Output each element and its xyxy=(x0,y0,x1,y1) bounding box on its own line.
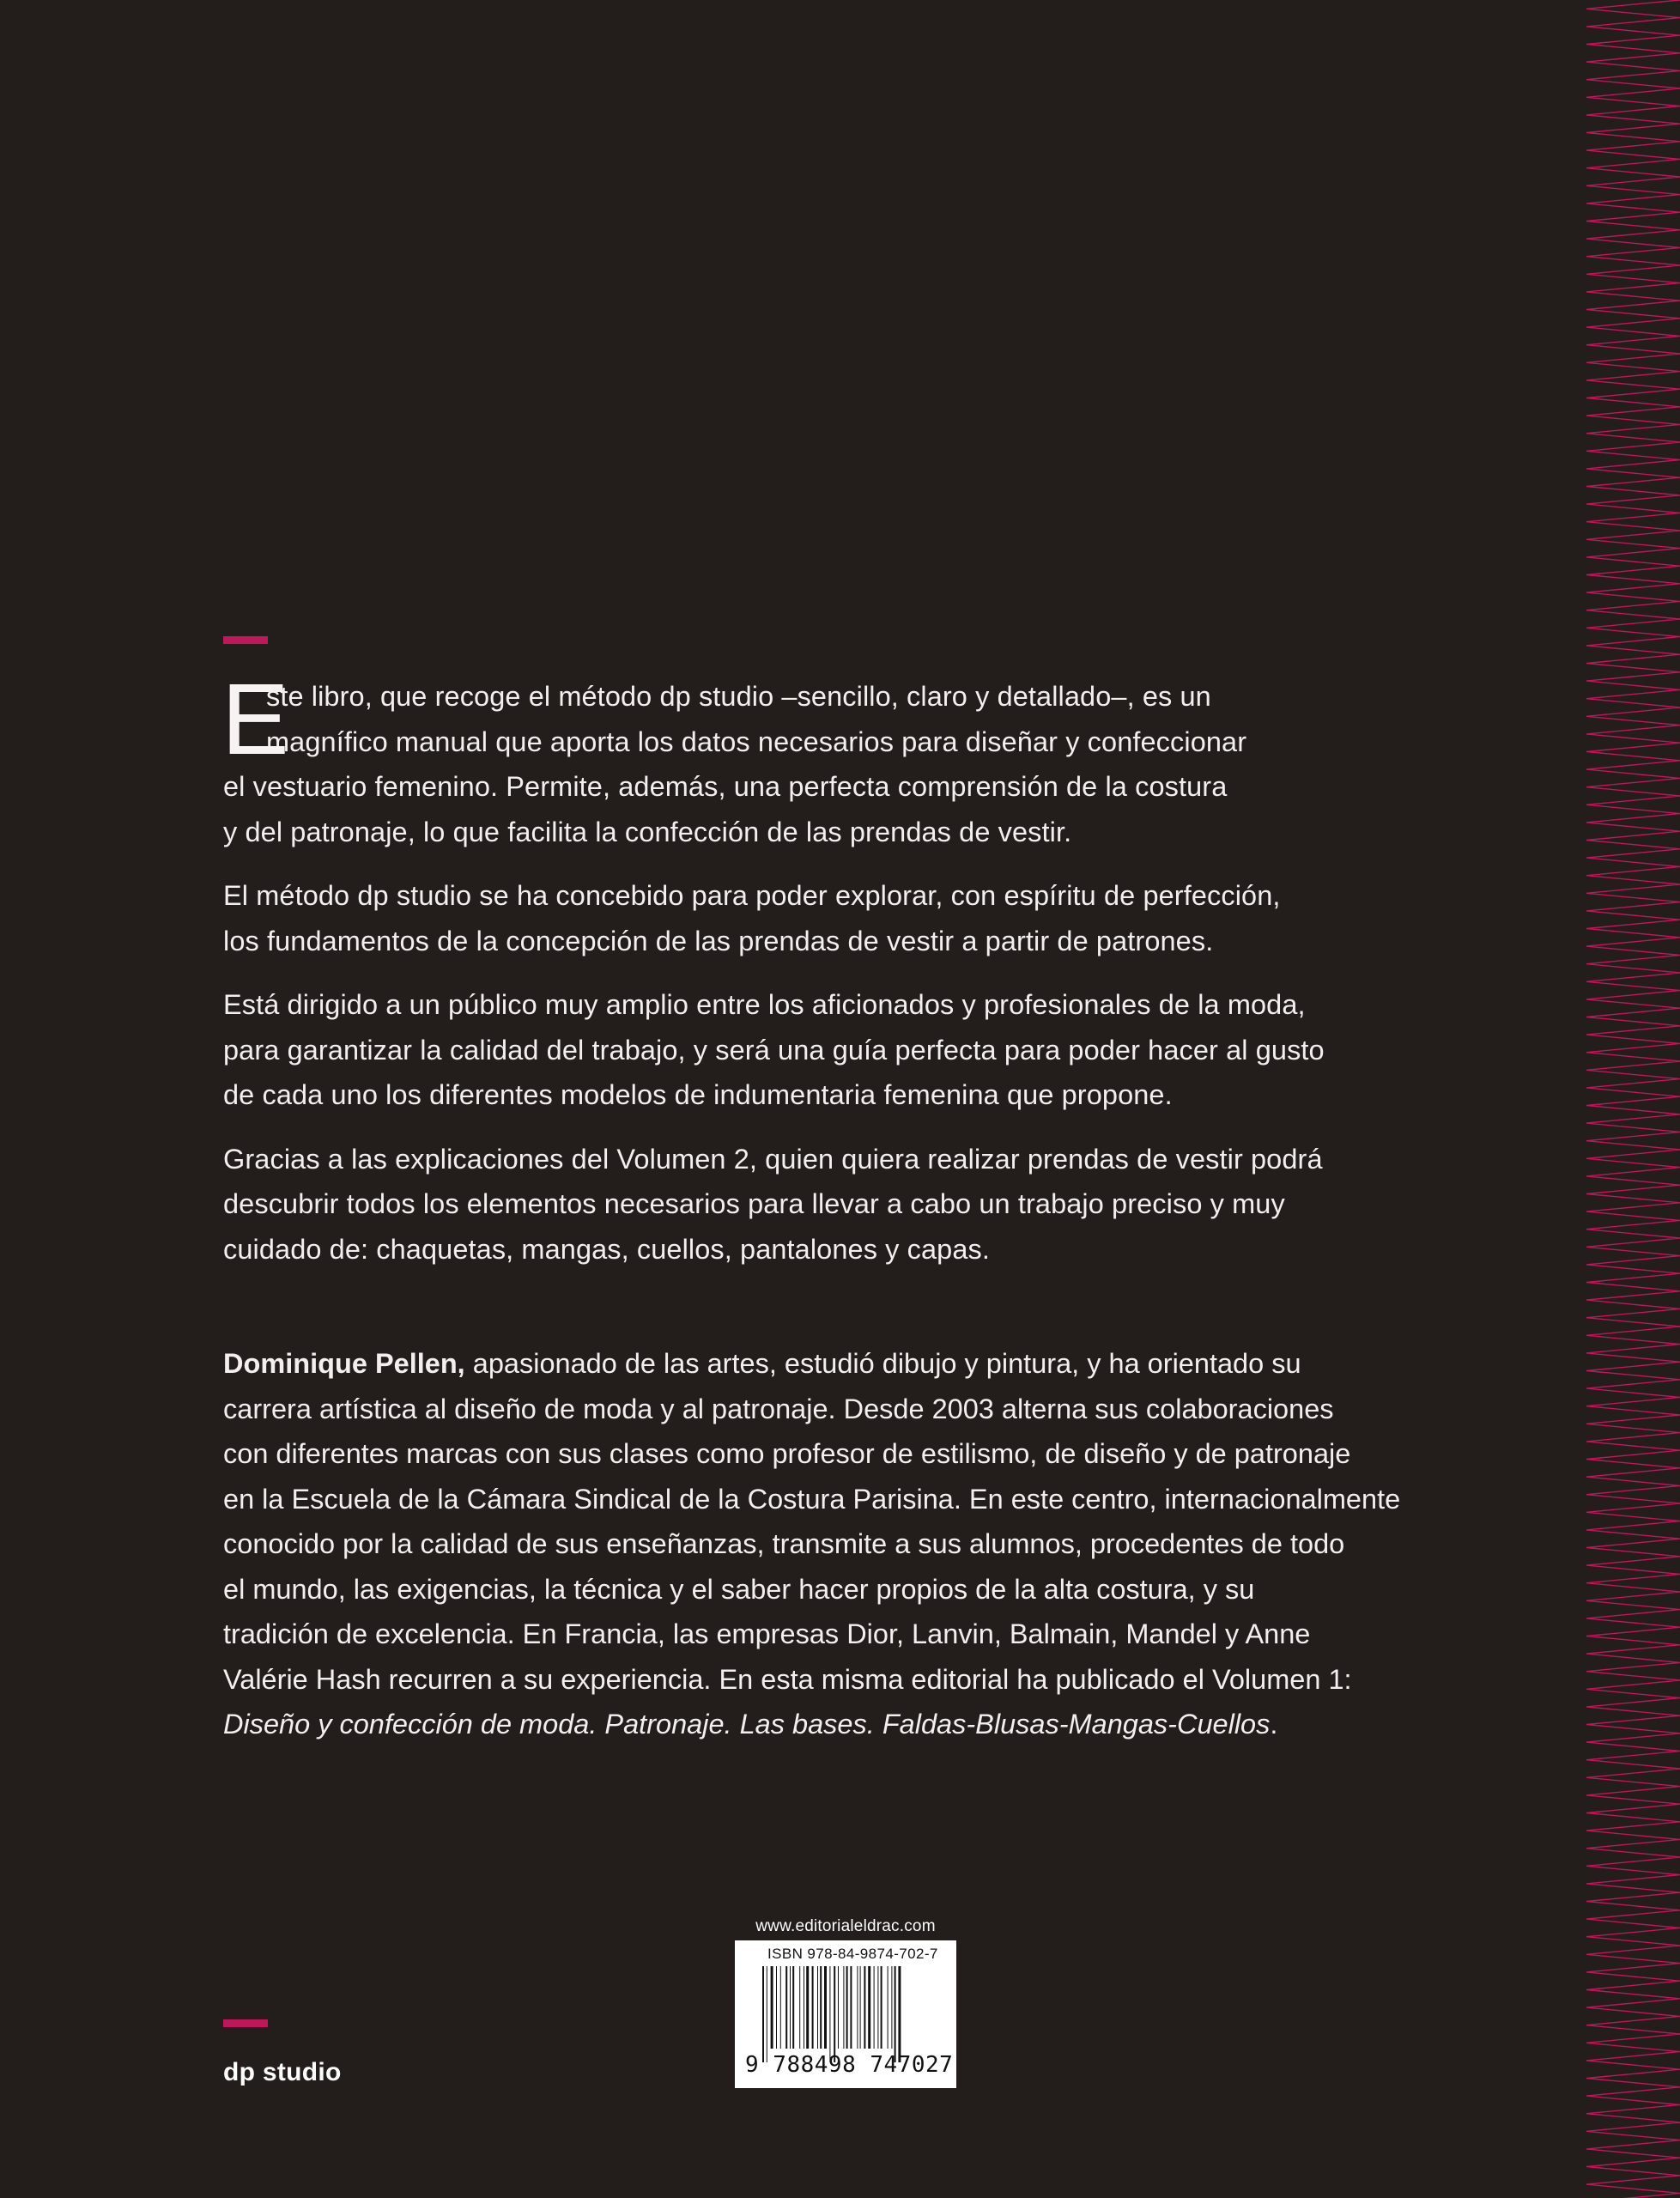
accent-bar-bottom xyxy=(223,2019,268,2027)
zigzag-border-decoration xyxy=(1585,0,1680,2198)
drop-cap: E xyxy=(221,663,289,776)
text-fragment: apasionado de las artes, estudió dibujo y pintura, y ha orientado su xyxy=(464,1348,1301,1379)
publisher-url: www.editorialeldrac.com xyxy=(755,1917,936,1935)
text-line xyxy=(223,1341,1459,1387)
synopsis-paragraph-1 xyxy=(221,663,1459,854)
text-line: para garantizar la calidad del trabajo, y será una guía perfecta para poder hacer al gusto xyxy=(223,1034,1325,1066)
barcode-block xyxy=(735,1916,956,2088)
ean-digits: 9 788498 747027 xyxy=(745,2052,954,2078)
text-line: y del patronaje, lo que facilita la confección de las prendas de vestir. xyxy=(223,816,1072,847)
text-line: ste libro, que recoge el método dp studio –sencillo, claro y detallado–, es un xyxy=(266,681,1211,712)
text-line: conocido por la calidad de sus enseñanzas, transmite a sus alumnos, procedentes de todo xyxy=(223,1528,1345,1559)
text-line: Está dirigido a un público muy amplio entre los aficionados y profesionales de la moda, xyxy=(223,989,1306,1020)
barcode-card xyxy=(735,1940,956,2088)
text-line: con diferentes marcas con sus clases como profesor de estilismo, de diseño y de patronaje xyxy=(223,1438,1351,1469)
accent-bar-top xyxy=(223,636,268,644)
synopsis-paragraph-4 xyxy=(223,1137,1459,1272)
text-line: de cada uno los diferentes modelos de indumentaria femenina que propone. xyxy=(223,1079,1173,1110)
text-line: Valérie Hash recurren a su experiencia. En esta misma editorial ha publicado el Volumen 1: xyxy=(223,1663,1352,1695)
isbn-label: ISBN 978-84-9874-702-7 xyxy=(767,1946,938,1962)
text-line: El método dp studio se ha concebido para poder explorar, con espíritu de perfección, xyxy=(223,880,1281,911)
text-line xyxy=(223,1702,1459,1747)
text-line: el vestuario femenino. Permite, además, una perfecta comprensión de la costura xyxy=(223,771,1228,802)
text-line: tradición de excelencia. En Francia, las empresas Dior, Lanvin, Balmain, Mandel y Anne xyxy=(223,1618,1311,1649)
book-title: Diseño y confección de moda. Patronaje. Las bases. Faldas-Blusas-Mangas-Cuellos xyxy=(223,1709,1271,1740)
text-line: en la Escuela de la Cámara Sindical de la Costura Parisina. En este centro, internacionalmente xyxy=(223,1483,1401,1515)
synopsis-paragraph-2 xyxy=(223,873,1459,963)
text-line: descubrir todos los elementos necesarios para llevar a cabo un trabajo preciso y muy xyxy=(223,1188,1285,1219)
synopsis-paragraph-3 xyxy=(223,982,1459,1118)
synopsis xyxy=(221,663,1459,1290)
text-line: los fundamentos de la concepción de las prendas de vestir a partir de patrones. xyxy=(223,925,1214,956)
text-line: carrera artística al diseño de moda y al patronaje. Desde 2003 alterna sus colaboraciones xyxy=(223,1393,1334,1424)
author-name: Dominique Pellen, xyxy=(223,1348,465,1379)
text-line: magnífico manual que aporta los datos necesarios para diseñar y confeccionar xyxy=(266,726,1247,757)
brand-name: dp studio xyxy=(223,2058,342,2086)
text-fragment: . xyxy=(1270,1709,1278,1740)
text-line: cuidado de: chaquetas, mangas, cuellos, pantalones y capas. xyxy=(223,1233,991,1265)
author-bio xyxy=(223,1341,1459,1747)
text-line: el mundo, las exigencias, la técnica y el saber hacer propios de la alta costura, y su xyxy=(223,1573,1255,1605)
text-line: Gracias a las explicaciones del Volumen 2, quien quiera realizar prendas de vestir podrá xyxy=(223,1143,1323,1175)
